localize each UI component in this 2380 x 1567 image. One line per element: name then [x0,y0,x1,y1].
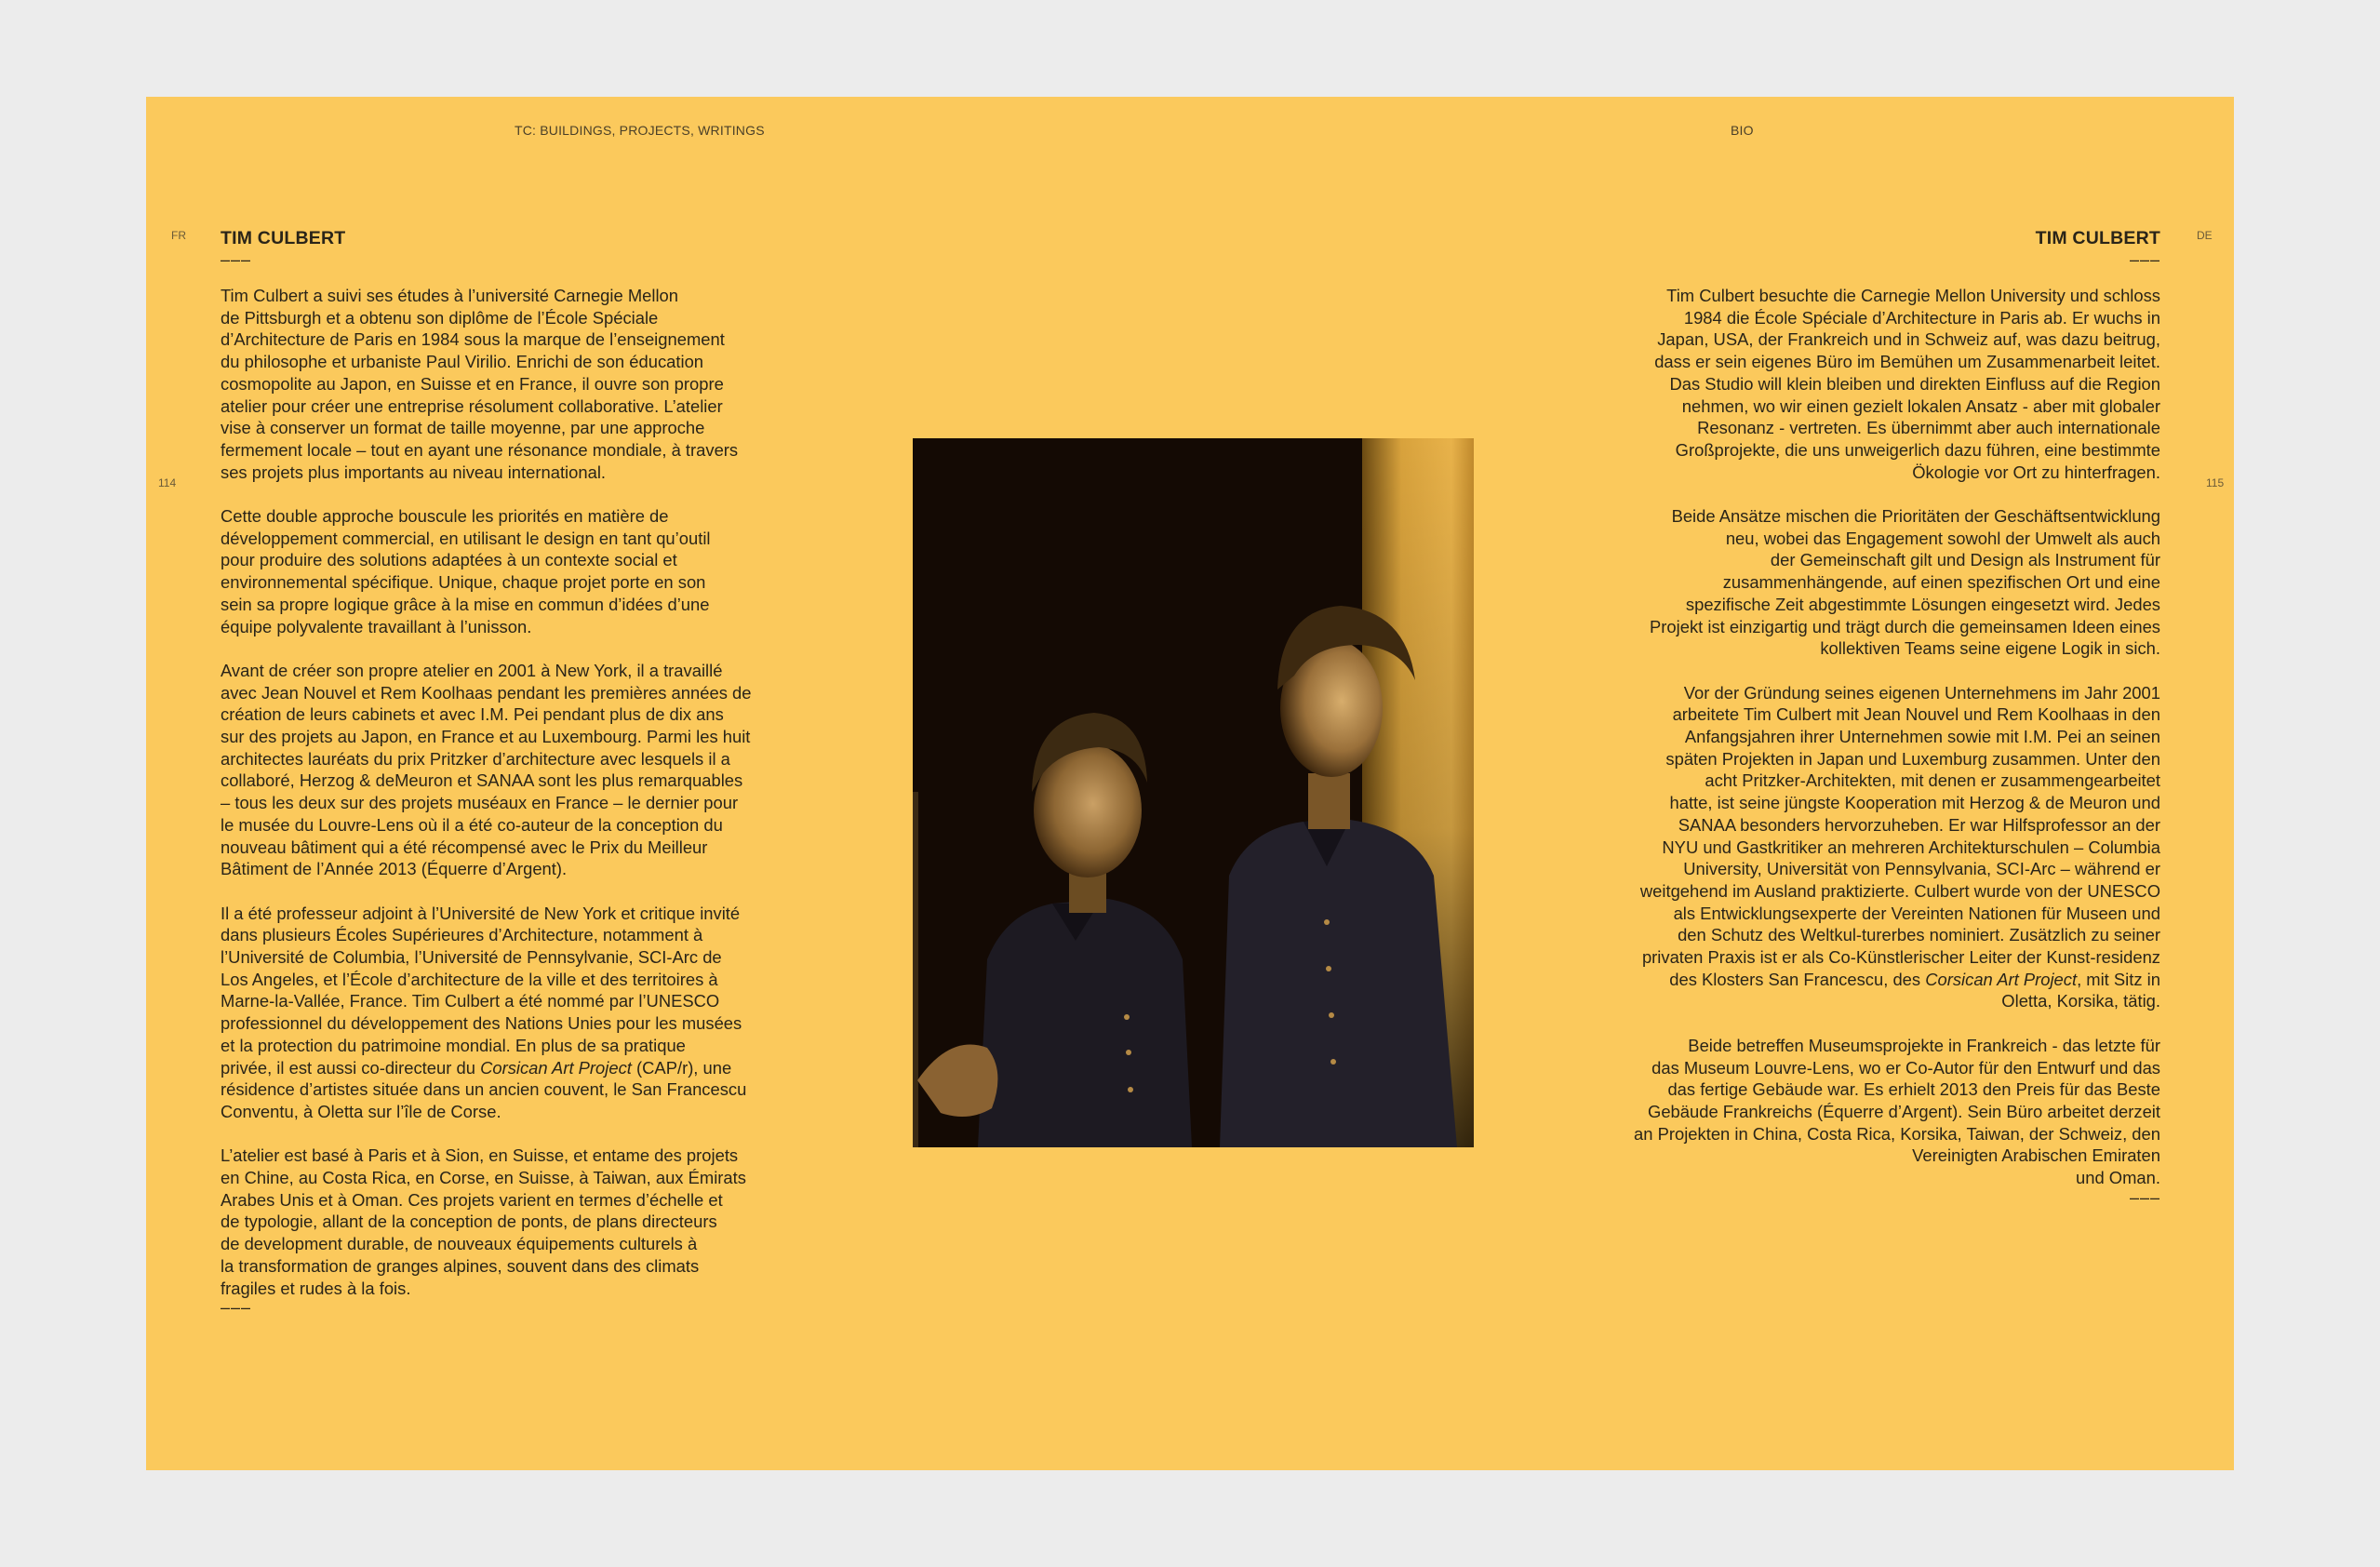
bio-title-de: TIM CULBERT [2035,228,2160,248]
paragraph-de-3 [1579,682,2160,1013]
paragraph-de-3-end: , mit Sitz in Oletta, Korsika, tätig. [2001,969,2160,1011]
paragraph-fr-3: Avant de créer son propre atelier en 2001 à New York, il a travaillé avec Jean Nouvel et Rem Koolhaas pendant les premières années de création de leurs cabinets et avec I.M. Pei pendant plus de dix ans sur des projets au Japon, en France et au Luxembourg. Parmi les huit architectes lauréats du prix Pritzker d’architecture avec lesquels il a collaboré, Herzog & deMeuron et SANAA sont les plus remarquables – tous les deux sur des projets muséaux en France – le dernier pour le musée du Louvre-Lens où il a été co-auteur de la conception du nouveau bâtiment qui a été récompensé avec le Prix du Meilleur Bâtiment de l’Année 2013 (Équerre d’Argent). [221,660,752,879]
language-marker-fr: FR [171,229,186,242]
bio-column-de [1579,225,2160,1206]
language-marker-de: DE [2197,229,2213,242]
book-spread [146,97,2234,1470]
paragraph-de-3-text: Vor der Gründung seines eigenen Unternehmens im Jahr 2001 arbeitete Tim Culbert mit Jean Nouvel und Rem Koolhaas in den Anfangsjahren ihrer Unternehmen sowie mit I.M. Pei an seinen späten Projekten in Japan und Luxemburg zusammen. Unter den acht Pritzker-Architekten, mit denen er zusammengearbeitet hatte, ist seine jüngste Kooperation mit Herzog & de Meuron und SANAA besonders hervorzuheben. Er war Hilfsprofessor an der NYU und Gastkritiker an mehreren Architekturschulen – Columbia University, Universität von Pennsylvania, SCI-Arc – während er weitgehend im Ausland praktizierte. Culbert wurde von der UNESCO als Entwicklungsexperte der Vereinten Nationen für Museen und den Schutz des Weltkul-turerbes nominiert. Zusätzlich zu seiner privaten Praxis ist er als Co-Künstlerischer Leiter der Kunst-residenz des Klosters San Francescu, des [1639,682,2160,989]
paragraph-fr-5: L’atelier est basé à Paris et à Sion, en Suisse, et entame des projets en Chine, au Costa Rica, en Corse, en Suisse, à Taiwan, aux Émirats Arabes Unis et à Oman. Ces projets varient en termes d’échelle et de typologie, allant de la conception de ponts, de plans directeurs de development durable, de nouveaux équipements culturels à la transformation de granges alpines, souvent dans des climats fragiles et rudes à la fois. [221,1145,746,1298]
bio-title-fr: TIM CULBERT [221,228,346,248]
title-divider-fr: ––– [221,250,252,269]
paragraph-de-4: Beide betreffen Museumsprojekte in Frankreich - das letzte für das Museum Louvre-Lens, wo er Co-Autor für den Entwurf und das das fertige Gebäude war. Es erhielt 2013 den Preis für das Beste Gebäude Frankreichs (Équerre d’Argent). Sein Büro arbeitet derzeit an Projekten in China, Costa Rica, Korsika, Taiwan, der Schweiz, den Vereinigten Arabischen Emiraten und Oman. [1634,1035,2160,1188]
paragraph-fr-4-text: Il a été professeur adjoint à l’Université de New York et critique invité dans plusieurs Écoles Supérieures d’Architecture, notamment à l’Université de Columbia, l’Université de Pennsylvanie, SCI-Arc de Los Angeles, et l’École d’architecture de la ville et des territoires à Marne-la-Vallée, France. Tim Culbert a été nommé par l’UNESCO professionnel du développement des Nations Unies pour les musées et la protection du patrimoine mondial. En plus de sa pratique privée, il est aussi co-directeur du [221,903,742,1078]
paragraph-de-2: Beide Ansätze mischen die Prioritäten der Geschäftsentwicklung neu, wobei das Engagement sowohl der Umwelt als auch der Gemeinschaft gilt und Design als Instrument für zusammenhängende, auf einen spezifischen Ort und eine spezifische Zeit abgestimmte Lösungen eingesetzt wird. Jedes Projekt ist einzigartig und trägt durch die gemeinsamen Ideen eines kollektiven Teams seine eigene Logik in sich. [1650,506,2160,659]
page-number-left: 114 [158,476,177,489]
running-head-right: BIO [1731,123,1754,138]
portrait-photo-illustration [913,438,1474,1147]
project-name-fr: Corsican Art Project [480,1057,632,1078]
running-head-left: TC: BUILDINGS, PROJECTS, WRITINGS [515,123,765,138]
end-divider-fr: ––– [221,1298,252,1318]
portrait-photo [913,438,1474,1147]
paragraph-de-1: Tim Culbert besuchte die Carnegie Mellon University und schloss 1984 die École Spéciale d’Architecture in Paris ab. Er wuchs in Japan, USA, der Frankreich und in Schweiz auf, was dazu beitrug, dass er sein eigenes Büro im Bemühen um Zusammenarbeit leitet. Das Studio will klein bleiben und direkten Einfluss auf die Region nehmen, wo wir einen gezielt lokalen Ansatz - aber mit globaler Resonanz - vertreten. Es übernimmt aber auch internationale Großprojekte, die uns unweigerlich dazu führen, eine bestimmte Ökologie vor Ort zu hinterfragen. [1654,286,2160,482]
page-number-right: 115 [2206,476,2225,489]
paragraph-fr-4-end: (CAP/r), une résidence d’artistes située dans un ancien couvent, le San Francescu Conventu, à Oletta sur l’île de Corse. [221,1057,747,1121]
paragraph-fr-1: Tim Culbert a suivi ses études à l’université Carnegie Mellon de Pittsburgh et a obtenu son diplôme de l’École Spéciale d’Architecture de Paris en 1984 sous la marque de l’enseignement du philosophe et urbaniste Paul Virilio. Enrichi de son éducation cosmopolite au Japon, en Suisse et en France, il ouvre son propre atelier pour créer une entreprise résolument collaborative. L’atelier vise à conserver un format de taille moyenne, par une approche fermement locale – tout en ayant une résonance mondiale, à travers ses projets plus importants au niveau international. [221,286,739,482]
end-divider-de: ––– [2129,1187,2160,1207]
paragraph-fr-4 [221,903,816,1123]
paragraph-fr-2: Cette double approche bouscule les priorités en matière de développement commercial, en utilisant le design en tant qu’outil pour produire des solutions adaptées à un contexte social et environnemental spécifique. Unique, chaque projet porte en son sein sa propre logique grâce à la mise en commun d’idées d’une équipe polyvalente travaillant à l’unisson. [221,506,711,636]
project-name-de: Corsican Art Project [1925,969,2078,989]
bio-column-fr [221,225,816,1316]
title-divider-de: ––– [2129,250,2160,269]
